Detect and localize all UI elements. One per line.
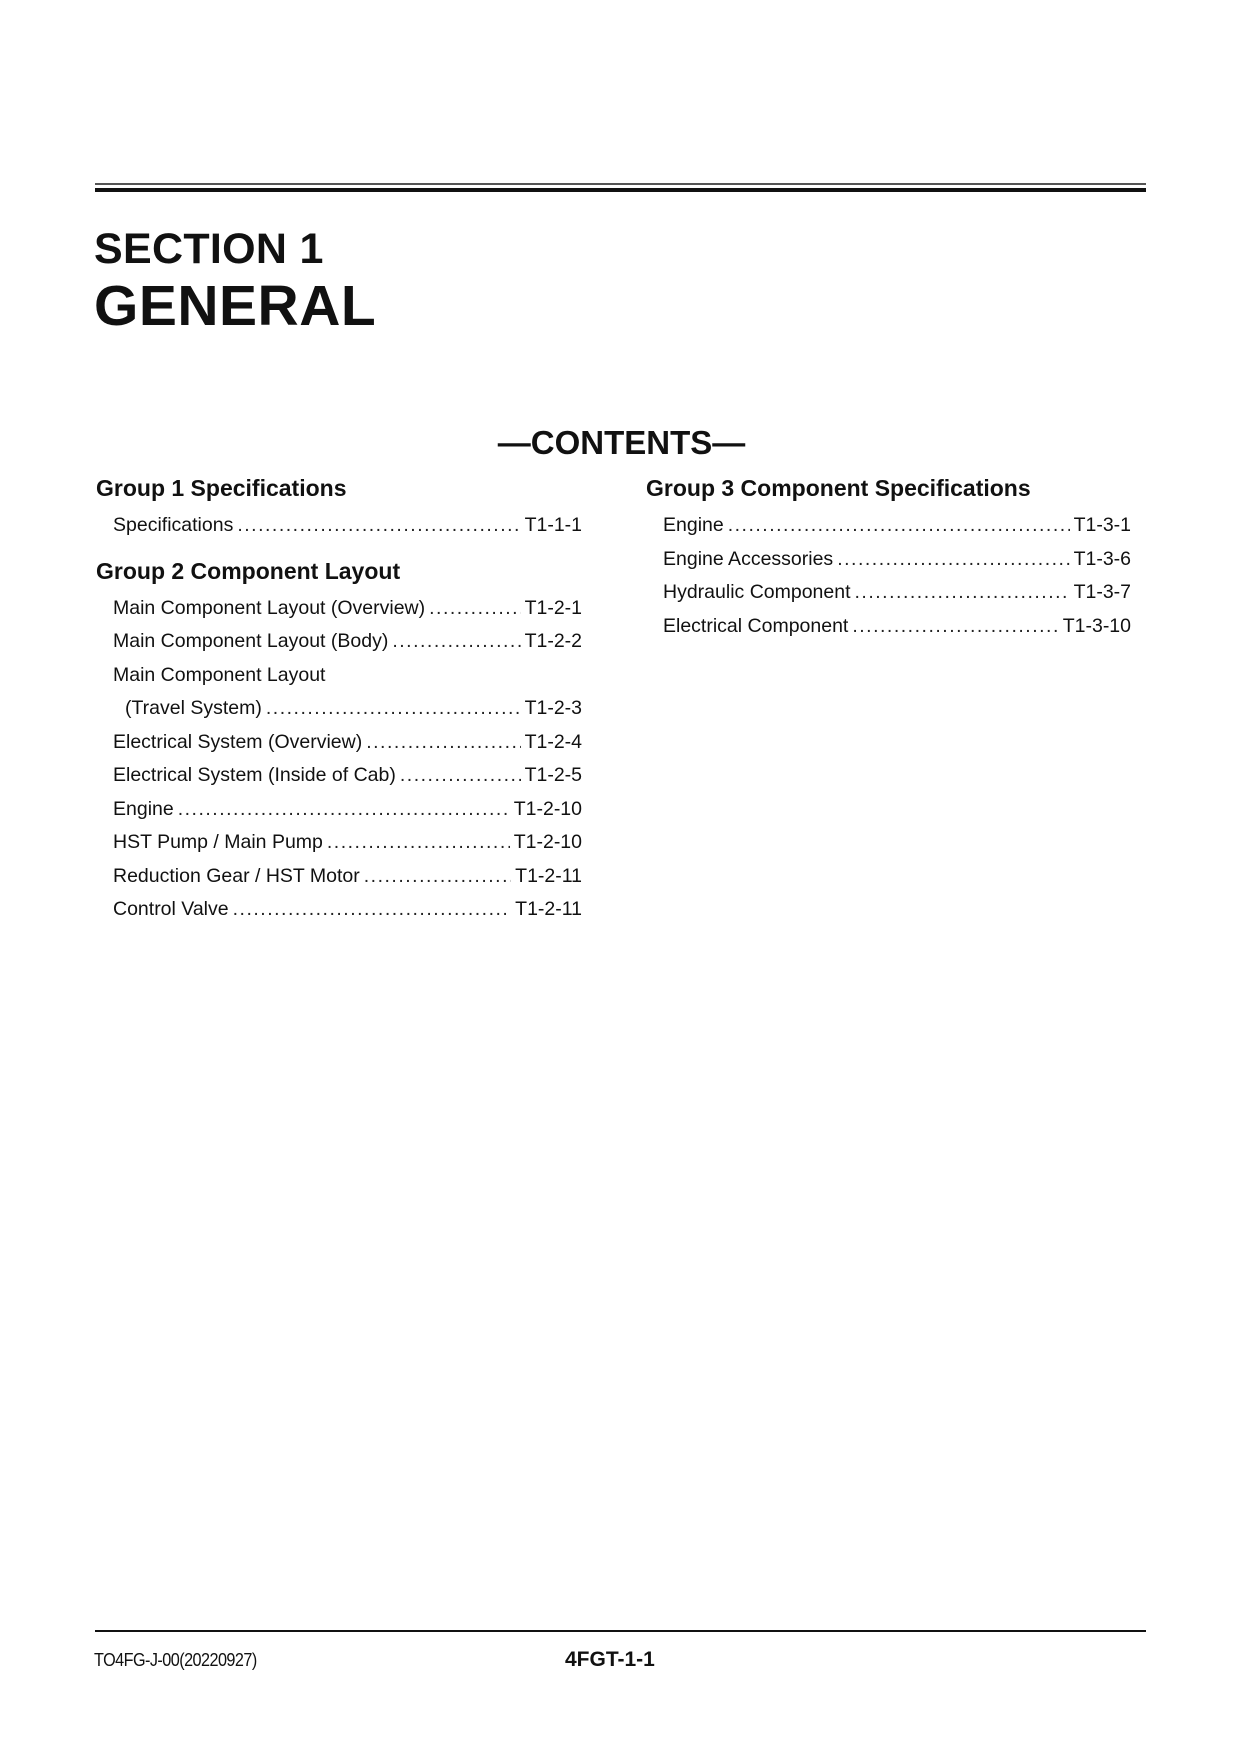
toc-entry[interactable] [646,576,1131,610]
toc-entry[interactable] [96,726,582,760]
entry-label: Reduction Gear / HST Motor [113,864,360,887]
document-code: TO4FG-J-00(20220927) [94,1650,257,1670]
group-heading: Group 1 Specifications [96,475,347,501]
entry-label: Electrical System (Inside of Cab) [113,764,396,786]
entry-page: T1-2-11 [515,898,582,920]
entry-label: Electrical Component [663,614,849,637]
entry-page: T1-2-2 [524,630,582,652]
entry-page: T1-3-1 [1073,514,1131,536]
entry-page: T1-2-11 [515,864,582,887]
header-rule-thick [95,188,1146,192]
toc-entry[interactable] [96,759,582,793]
dot-leader [266,692,521,726]
toc-group-3 [646,474,1131,643]
entry-page: T1-3-7 [1073,581,1131,603]
entry-label: Main Component Layout (Overview) [113,596,426,619]
toc-entry[interactable] [96,625,582,659]
toc-group-2 [96,557,582,927]
entry-page: T1-2-1 [524,596,582,619]
entry-page: T1-2-10 [513,831,582,853]
entry-label: Main Component Layout [113,663,326,686]
dot-leader [392,625,520,659]
contents-title-text: —CONTENTS— [497,424,746,461]
entry-page: T1-2-10 [513,797,582,820]
dot-leader [364,860,511,894]
section-label: SECTION 1 [94,225,324,273]
group-heading: Group 2 Component Layout [96,557,401,584]
entry-label: Engine [113,797,174,820]
toc-left-column [96,474,582,927]
entry-page: T1-3-10 [1062,614,1131,637]
contents-title [0,424,1241,462]
dot-leader [429,592,520,626]
toc-entry[interactable] [96,893,582,927]
dot-leader [327,826,510,860]
dot-leader [178,793,510,827]
dot-leader [855,576,1070,610]
toc-entry[interactable] [646,610,1131,644]
entry-page: T1-2-4 [524,730,582,753]
toc-entry[interactable] [646,543,1131,577]
entry-label: Engine Accessories [663,547,834,570]
section-title: GENERAL [94,274,377,338]
entry-page: T1-1-1 [524,514,582,536]
entry-label: Specifications [113,514,234,536]
toc-entry-continuation[interactable] [96,692,582,726]
dot-leader [400,759,521,793]
dot-leader [366,726,520,760]
group-heading: Group 3 Component Specifications [646,475,1031,501]
entry-label: HST Pump / Main Pump [113,831,323,853]
page-number: 4FGT-1-1 [565,1648,655,1671]
entry-page: T1-2-5 [524,764,582,786]
header-rule-thin [95,183,1146,185]
toc-entry[interactable] [96,509,582,543]
toc-right-column [646,474,1131,643]
toc-entry[interactable] [96,826,582,860]
toc-entry[interactable] [646,509,1131,543]
footer-rule [95,1630,1146,1632]
toc-entry[interactable] [96,860,582,894]
dot-leader [233,893,512,927]
toc-entry[interactable] [96,592,582,626]
entry-page: T1-3-6 [1073,547,1131,570]
entry-label: Control Valve [113,898,229,920]
dot-leader [728,509,1070,543]
dot-leader [852,610,1058,644]
toc-group-1 [96,474,582,543]
toc-entry-wrapped-line[interactable] [96,659,582,693]
entry-label: (Travel System) [125,697,262,719]
entry-label: Hydraulic Component [663,581,851,603]
dot-leader [837,543,1069,577]
entry-label: Electrical System (Overview) [113,730,363,753]
entry-page: T1-2-3 [524,697,582,719]
entry-label: Main Component Layout (Body) [113,630,389,652]
dot-leader [237,509,520,543]
entry-label: Engine [663,514,724,536]
toc-entry[interactable] [96,793,582,827]
